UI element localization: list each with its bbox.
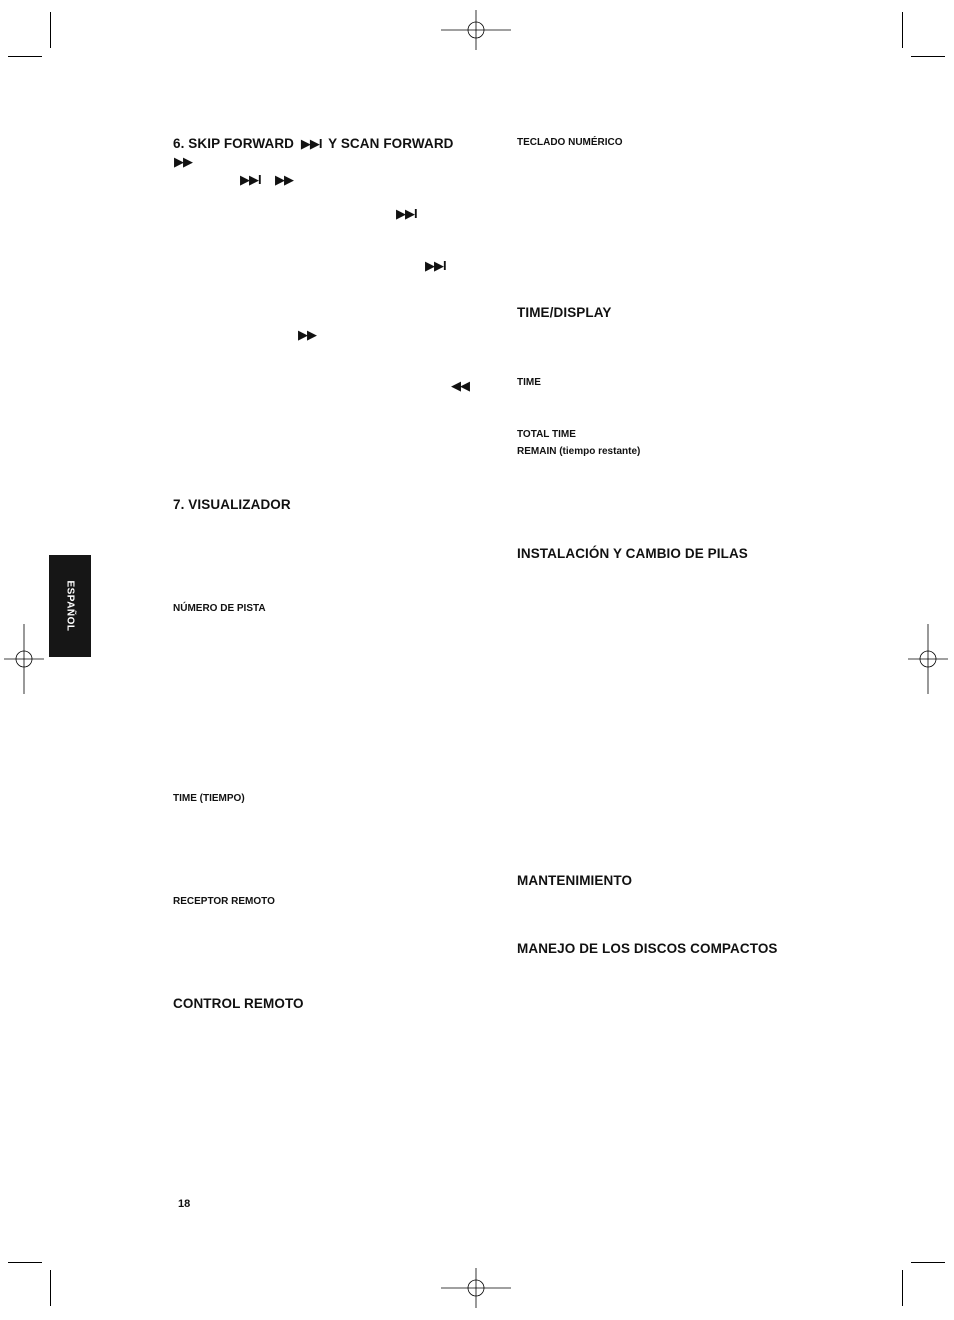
- registration-mark-bottom: [441, 1268, 511, 1308]
- crop-mark: [50, 1270, 51, 1306]
- scan-forward-icon: ▶▶: [174, 154, 192, 169]
- label-remain: REMAIN (tiempo restante): [517, 446, 641, 457]
- registration-mark-right: [908, 624, 948, 694]
- label-numero-pista: NÚMERO DE PISTA: [173, 603, 266, 614]
- language-tab-label: ESPAÑOL: [64, 580, 76, 632]
- crop-mark: [902, 1270, 903, 1306]
- skip-forward-icon: ▶▶I: [300, 136, 322, 151]
- scan-forward-icon: ▶▶: [298, 327, 316, 342]
- heading-scan-text: Y SCAN FORWARD: [328, 136, 454, 151]
- heading-time-display: TIME/DISPLAY: [517, 305, 612, 320]
- heading-control-remoto: CONTROL REMOTO: [173, 996, 304, 1011]
- skip-forward-icon: ▶▶I: [396, 206, 417, 221]
- label-time: TIME: [517, 377, 541, 388]
- crop-mark: [8, 1262, 42, 1263]
- heading-visualizador: 7. VISUALIZADOR: [173, 497, 291, 512]
- crop-mark: [8, 56, 42, 57]
- crop-mark: [902, 12, 903, 48]
- heading-pilas: INSTALACIÓN Y CAMBIO DE PILAS: [517, 546, 748, 561]
- scan-reverse-icon: ◀◀: [451, 378, 469, 393]
- page-number: 18: [178, 1198, 191, 1210]
- registration-mark-left: [4, 624, 44, 694]
- heading-manejo-discos: MANEJO DE LOS DISCOS COMPACTOS: [517, 941, 778, 956]
- heading-mantenimiento: MANTENIMIENTO: [517, 873, 633, 888]
- label-time-tiempo: TIME (TIEMPO): [173, 793, 245, 804]
- scan-forward-icon: ▶▶: [275, 172, 293, 187]
- heading-skip-forward: [173, 136, 454, 152]
- language-tab: [49, 555, 91, 657]
- crop-mark: [911, 1262, 945, 1263]
- crop-mark: [911, 56, 945, 57]
- registration-mark-top: [441, 10, 511, 50]
- heading-skip-text: 6. SKIP FORWARD: [173, 136, 295, 151]
- label-total-time: TOTAL TIME: [517, 429, 576, 440]
- skip-forward-icon: ▶▶I: [240, 172, 261, 187]
- label-teclado-numerico: TECLADO NUMÉRICO: [517, 137, 623, 148]
- label-receptor-remoto: RECEPTOR REMOTO: [173, 896, 275, 907]
- skip-forward-icon: ▶▶I: [425, 258, 446, 273]
- crop-mark: [50, 12, 51, 48]
